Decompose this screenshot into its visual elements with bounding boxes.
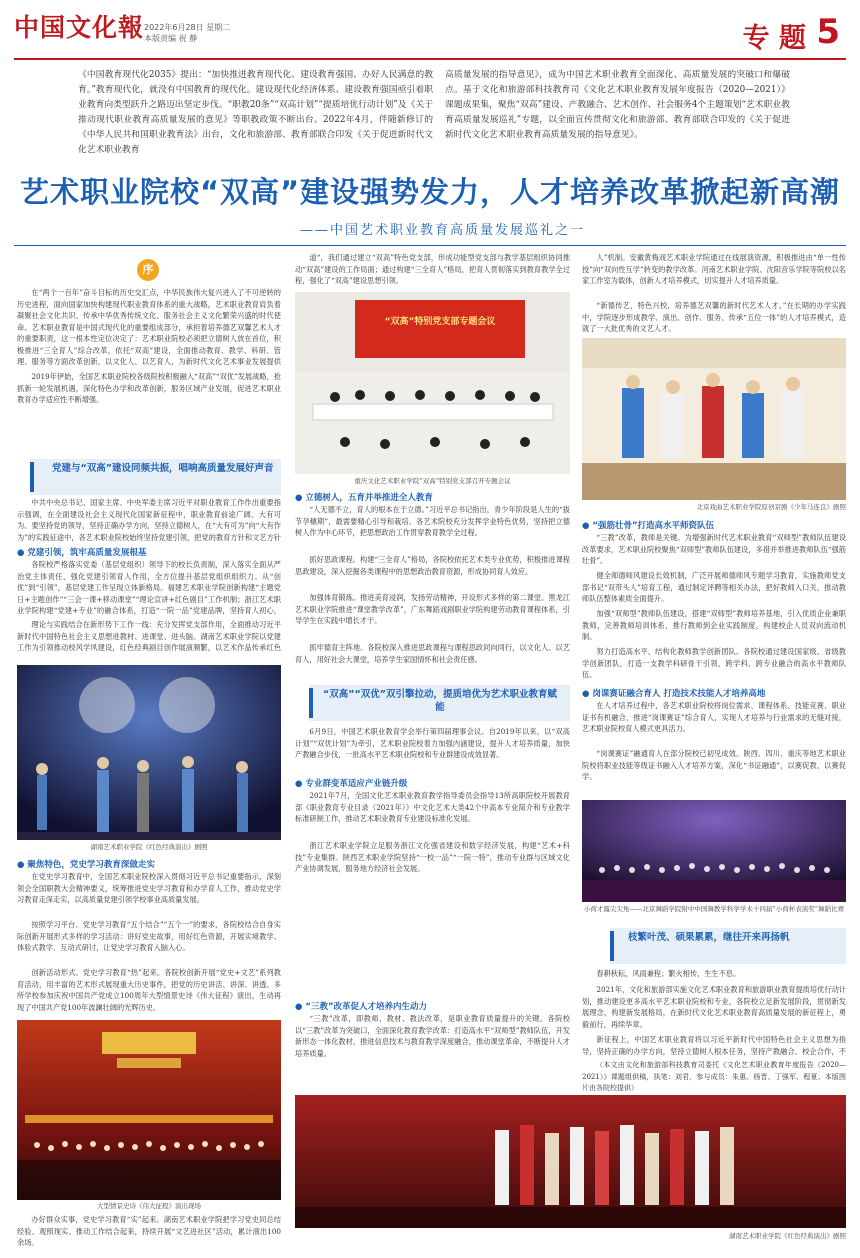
opera-graphic [582,338,846,500]
col3-para-10: 2021年，文化和旅游部实施文化艺术职业教育和旅游职业教育提质培优行动计划，推动建设更多高水平艺术职业院校和专业，各院校立足新发展阶段，贯彻新发展理念，构建新发展格局，在新时代文化艺术职业教育高质量发展的新征程上，勇毅前行，再续华章。 [582,985,846,1029]
col2-para-9: “三教”改革，即教师、教材、教法改革，是职业教育质量提升的关键。各院校以“三教”改革为突破口，全面深化教育教学改革：打造高水平“双师型”教师队伍，开发新形态一体化教材，推进信息技术与教育教学深度融合，推动课堂革命，不断提升人才培养质量。 [295,1014,570,1058]
photo-red-classic-show [295,1095,846,1228]
col1-para-7: 创新活动形式。党史学习教育“热”起来。各院校创新开展“党史+文艺”系列教育活动，用丰富的艺术形式展现重大历史事件，把党的历史讲活、讲深、讲透。多所学校参加庆祝中国共产党成立100周年大型情景史诗《伟大征程》演出，生动再现了中国共产党100年波澜壮阔的光辉历史。 [17,968,281,1012]
col2-para-8: 浙江艺术职业学院立足服务浙江文化强省建设和数字经济发展，构建“艺术+科技”专业集群。陕西艺术职业学院坚持“一校一品”“一院一特”，推动专业群与区域文化产业协调发展，服务地方经济社会发展。 [295,841,570,873]
col3-para-11: 新征程上，中国艺术职业教育将以习近平新时代中国特色社会主义思想为指导，坚持正确的办学方向，坚持立德树人根本任务，坚持产教融合、校企合作，不 [582,1035,846,1056]
col2-para-1: 道“，我们通过建立“双高”特色党支部，形成功能型党支部与教学基层组织协同推动“双高”建设的工作局面；通过构建“三全育人”格局，把育人贯彻落实到教育教学全过程，强化了“双高”建设思想引领。 [295,253,570,285]
photo-caption-2: 大型情景史诗《伟大征程》演出现场 [97,1202,201,1210]
col2-para-4: 加强体育锻炼。推进美育浸润，发扬劳动精神，开设形式多样的第二课堂。黑龙江艺术职业学院推进“课堂教学改革”，广东舞蹈戏剧职业学院构建劳动教育课程体系，引导学生在实践中增长才干。 [295,593,570,625]
main-headline: 艺术职业院校“双高”建设强势发力，人才培养改革掀起新高潮 [19,175,841,209]
col1-para-1: 2019年伊始，全国艺术职业院校各级院校积极融入“双高”“双优”发展战略，抢抓新一轮发展机遇，深化特色办学和改革创新，服务区域产业发展，促进艺术职业教育办学适应性不断增强。 [17,372,281,404]
preface-badge: 序 [137,259,159,281]
col2-para-6: 6月9日，中国艺术职业教育学会举行第四届理事会议。自2019年以来，以“双高计划”“双优计划”为牵引，艺术职业院校着力加强内涵建设，提升人才培养质量，加快产教融合步伐，一批高水平艺术职业院校和专业群建设成效显著。 [295,727,570,759]
col1-para-8: 办好群众实事，党史学习教育“实”起来。湖南艺术职业学院把学习党史同总结经验、观照现实、推动工作结合起来，持续开展“文艺进社区”活动，累计演出100余场。 [17,1215,281,1247]
issue-info [144,22,230,44]
col1-para-5: 在党史学习教育中，全国艺术职业院校深入贯彻习近平总书记重要指示，深刻领会全国职教大会精神要义，统筹推进党史学习教育和办学育人工作，推动党史学习教育走深走实，以高质量党建引领学校事业高质量发展。 [17,872,281,904]
subheading-moral-education: ● 立德树人，五育并举推进全人教育 [295,493,433,503]
col3-para-3: “三教”改革，教师是关键。为增强新时代艺术职业教育“双师型”教师队伍建设改革要求，艺术职业院校聚焦“双师型”教师队伍建设，多措并举推进教师队伍“强筋壮骨”。 [582,533,846,565]
page-number: 5 [816,12,840,52]
stage-photo-graphic [17,665,281,840]
meeting-banner-text: “双高”特别党支部专题会议 [384,317,496,327]
col2-para-5: 抓牢德育主阵地。各院校深入推进思政课程与课程思政同向同行，以文化人、以艺育人，用好社会大课堂，培养学生家国情怀和社会责任感。 [295,643,570,664]
photo-caption-5: 北京戏曲艺术职业学院原创京剧《少年马连良》剧照 [696,503,846,511]
red-show-graphic [295,1095,846,1228]
dance-graphic [582,800,846,902]
col3-para-1: 人”机制。安徽黄梅戏艺术职业学院通过在线展演资源，积极推进由“单一性传授”向“双向性互学”转变的教学改革。河南艺术职业学院、沈阳音乐学院等院校以名家工作室为载体，创新人才培养模式，切实提升人才培养质量。 [582,253,846,285]
masthead-rule [14,58,846,60]
subheading-three-reforms: ● “三教”改革促人才培养内生动力 [295,1002,428,1012]
section-title: 专 题 [742,23,806,54]
subheading-professional-group: ● 专业群变革适应产业链升级 [295,779,408,789]
subheading-course-competition: ● 岗课赛证融合育人 打造技术技能人才培养高地 [582,689,766,699]
col1-para-3: 各院校严格落实党委（基层党组织）领导下的校长负责制，深入落实全面从严治党主体责任，强化党建引领育人作用，全方位提升基层党组织组织力。从“创优”到“引领”，基层党建工作呈现立体新格局。福建艺术职业学院创新构建“主题党日+主题创作”“三会一课+移动课堂”“理论宣讲+红色剧目”工作机制；浙江艺术职业学院构建“党建+专业”的融合体系，打造“一院一品”党建品牌，坚持育人初心， [17,560,281,615]
section-mark-3 [610,931,614,961]
col1-para-4: 理论与实践结合在新形势下工作一线：充分发挥党支部作用，全面推动习近平新时代中国特色社会主义思想进教材、进课堂、进头脑。湖南艺术职业学院以党建工作为引领推动校风学风建设，红色经典剧目创作展演频繁，以艺术作品传承红色 [17,620,281,652]
col1-para-6: 按照学习平台、党史学习教育“五个结合”“五个一”的要求，各院校结合自身实际创新开展形式多样的学习活动：讲好党史故事，用好红色资源，开展实境教学、体验式教学、互动式研讨，让党史学习教育入脑入心。 [17,920,281,952]
photo-dance-competition [582,800,846,902]
col1-para-2: 中共中央总书记、国家主席、中央军委主席习近平对职业教育工作作出重要指示强调，在全面建设社会主义现代化国家新征程中，职业教育前途广阔、大有可为。要坚持党的领导，坚持正确办学方向，坚持立德树人，在“大有可为”向“大有作为”的实践征途中，各艺术职业院校始终坚持党建引领，把党的教育方针和文艺方针 [17,498,281,542]
newspaper-logo: 中国文化報 [14,13,145,42]
col2-para-3: 抓好思政课程。构建“三全育人”格局，各院校依托艺术类专业优势，积极推进课程思政建设，深入挖掘各类课程中的思想政治教育资源，形成协同育人效应。 [295,555,570,576]
section-mark-2 [309,688,313,718]
subheading-party-foundation: ● 党建引领，筑牢高质量发展根基 [17,548,147,558]
subheading-party-history: ● 聚焦特色，党史学习教育深做走实 [17,860,155,870]
col3-para-6: 努力打造高水平、结构化教师教学创新团队。各院校通过建设国家级、省级教学创新团队，打造一支教学科研骨干引领，跨学科、跨专业融合的高水平教师队伍。 [582,647,846,679]
great-journey-graphic [17,1020,281,1200]
photo-caption-3: 重庆文化艺术职业学院“双高”特别党支部召开专题会议 [354,477,511,485]
col3-para-4: 健全师德师风建设长效机制，广泛开展师德师风专题学习教育，实施教师党支部书记“双带头人”培育工程，通过制定评聘等相关办法，把好教师入口关，推动教师队伍整体素质全面提升。 [582,571,846,603]
subheading-teacher-team: ● “强筋壮骨”打造高水平师资队伍 [582,521,715,531]
photo-party-branch-meeting [295,292,570,474]
section-heading-flourish: 枝繁叶茂、硕果累累，继往开来再扬帆 [628,932,790,943]
photo-caption-6: 小荷才露尖尖角——北京舞蹈学院附中中国舞教学科学学术十四届”小荷杯表演奖“舞蹈比赛 [583,905,845,913]
col3-para-5: 加强“双师型”教师队伍建设，搭建“双师型”教师培养基地，引入优质企业兼职教师，完善教师培训体系，推行教师到企业实践制度，构建校企人员双向流动机制。 [582,609,846,641]
author-note: （本文由文化和旅游部科技教育司委托《文化艺术职业教育年度报告（2020—2021）》课题组供稿，执笔：刘君，参与成员：朱惠、杨晋、丁强军、程夏、本版图片由各院校提供） [582,1061,846,1092]
intro-right: 高质量发展的指导意见》，成为中国艺术职业教育全面深化、高质量发展的突破口和爆破点。基于文化和旅游部科技教育司《文化艺术职业教育发展年度报告（2020—2021）》课题成果集，聚焦“双高”建设、产教融合、艺术创作、社会服务4个主题策划“艺术职业教育高质量发展巡礼”专题，以全面宣传贯彻文化和旅游部、教育部联合印发的《关于促进新时代文化艺术职业教育高质量发展的指导意见》。 [445,70,790,140]
col3-para-7: 在人才培养过程中，各艺术职业院校将岗位需求、课程体系、技能竞赛、职业证书有机融合，推进“岗课赛证”综合育人，实现人才培养与行业需求的无缝对接，艺术职业院校育人模式更具活力。 [582,701,846,733]
section-heading-party-building: 党建与“双高”建设同频共振，唱响高质量发展好声音 [52,463,274,474]
sub-headline: ——中国艺术职业教育高质量发展巡礼之一 [300,223,586,238]
photo-caption-4: 湖南艺术职业学院《红色经典演出》剧照 [729,1232,846,1240]
col2-para-7: 2021年7月，全国文化艺术职业教育教学指导委员会指导13所高职院校开展教育部《职业教育专业目录（2021年）》中文化艺术大类42个中高本专业简介和专业教学标准研制工作，推动艺术职业教育专业建设标准化发展。 [295,791,570,823]
col3-para-8: “岗课赛证”融通育人在部分院校已初见成效。陕西、四川、重庆等地艺术职业院校将职业技能等级证书融入人才培养方案，深化“书证融通”，以赛促教、以赛促学。 [582,749,846,781]
intro-left: 《中国教育现代化2035》提出：“加快推进教育现代化、建设教育强国、办好人民满意的教育。”教育现代化，就没有中国教育的现代化。建设现代化经济体系、建设教育强国亟引着职业教育向类型跃升之路迈出坚定步伐。“职教20条”“双高计划”“提质培优行动计划”及《关于推动现代职业教育高质量发展的意见》等职教政策不断出台。2022年4月，伴随新修订的《中华人民共和国职业教育法》出台，文化和旅游部、教育部联合印发《关于促进新时代文化艺术职业教育 [78,70,433,155]
headline-rule [14,245,846,246]
col2-para-2: “人无德不立，育人的根本在于立德。”习近平总书记指出，青少年阶段是人生的“拔节孕穗期”，最需要精心引导和栽培。各艺术院校充分发挥学业特色优势，坚持把立德树人作为中心环节，把思想政治工作贯穿教育教学全过程。 [295,505,570,537]
issue-date: 2022年6月28日 星期二 [144,23,231,32]
col3-para-2: “新德传艺，特色兴校，培养德艺双馨的新时代艺术人才。”在长期的办学实践中，学院逐步形成教学、演出、创作、服务、传承“五位一体”的人才培养模式，造就了一大批优秀的文艺人才。 [582,301,846,333]
section-heading-double-high: “双高”“双优”双引擎拉动，提质培优为艺术职业教育赋能 [323,689,557,713]
photo-peking-opera [582,338,846,500]
photo-caption-1: 湖南艺术职业学院《红色经典演出》剧照 [90,843,208,851]
masthead [14,8,846,58]
preface-text: 在“两个一百年”奋斗目标的历史交汇点，中华民族伟大复兴进入了不可逆转的历史进程，面向国家加快构建现代职业教育体系的重大战略，艺术职业教育肩负着凝聚社会文化共识、传承中华优秀传统文化、服务社会主义文化繁荣兴盛的时代使命。艺术职业教育是中国式现代化的重要组成部分，承担着培养德艺双馨艺术人才的重要职责，这一根本性定位决定了：艺术职业院校必须把立德树人放在首位，积极推进“三全育人”综合改革，依托“双高”建设，全面推动教育、教学、科研、管理、服务等方面改革创新，以文化人、以艺育人，为新时代文化艺术事业发展提供 [17,288,281,366]
issue-editor: 本版责编 祝 静 [144,34,198,43]
photo-red-classic-performance [17,665,281,840]
col3-para-9: 春耕秋耘，风雨兼程；繁火相传，生生不息。 [596,969,741,978]
section-mark-1 [30,462,34,492]
photo-great-journey [17,1020,281,1200]
